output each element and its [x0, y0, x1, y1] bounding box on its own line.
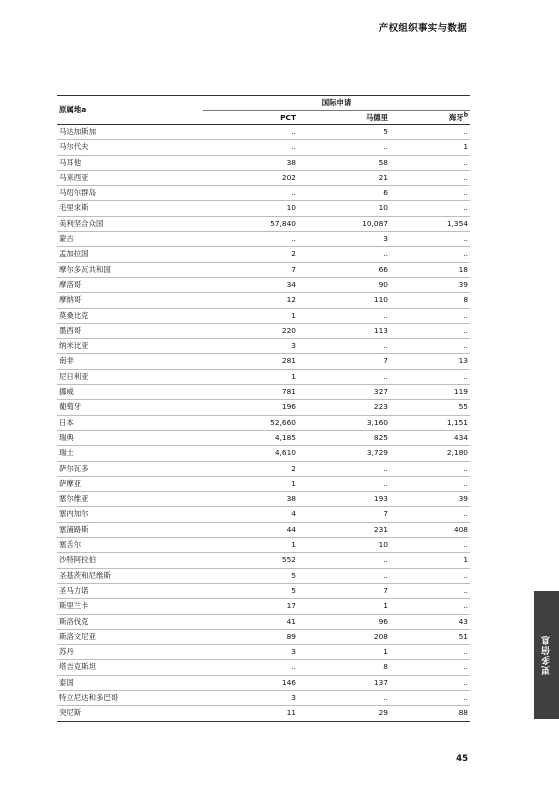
table-row — [57, 170, 470, 185]
hague-cell: 51 — [390, 629, 470, 644]
pct-cell: 3 — [203, 339, 298, 354]
hague-cell: .. — [390, 155, 470, 170]
pct-cell: 1 — [203, 308, 298, 323]
table-row — [57, 690, 470, 705]
table-row — [57, 507, 470, 522]
pct-cell: 146 — [203, 675, 298, 690]
international-applications-header: 国际申请 — [203, 96, 470, 111]
madrid-cell: 6 — [298, 186, 390, 201]
madrid-cell: 7 — [298, 583, 390, 598]
origin-cell: 塞尔维亚 — [57, 492, 203, 507]
madrid-cell: 29 — [298, 706, 390, 721]
hague-cell: .. — [390, 339, 470, 354]
hague-cell: .. — [390, 186, 470, 201]
hague-cell: 88 — [390, 706, 470, 721]
page-number: 45 — [456, 754, 468, 764]
pct-cell: 281 — [203, 354, 298, 369]
pct-cell: 57,840 — [203, 216, 298, 231]
pct-cell: .. — [203, 186, 298, 201]
origin-cell: 萨摩亚 — [57, 476, 203, 491]
origin-cell: 斯洛文尼亚 — [57, 629, 203, 644]
hague-cell: 1 — [390, 553, 470, 568]
madrid-cell: 5 — [298, 125, 390, 140]
hague-cell: .. — [390, 369, 470, 384]
madrid-cell: 10 — [298, 201, 390, 216]
pct-cell: 52,660 — [203, 415, 298, 430]
madrid-cell: .. — [298, 553, 390, 568]
applications-table — [57, 95, 470, 722]
pct-cell: 3 — [203, 645, 298, 660]
table-body — [57, 125, 470, 722]
origin-cell: 突尼斯 — [57, 706, 203, 721]
running-header-title: 产权组织事实与数据 — [378, 23, 467, 34]
table-row — [57, 385, 470, 400]
table-row — [57, 308, 470, 323]
hague-cell: .. — [390, 660, 470, 675]
pct-cell: 2 — [203, 247, 298, 262]
hague-cell: 1 — [390, 140, 470, 155]
madrid-cell: 7 — [298, 354, 390, 369]
origin-cell: 圣马力诺 — [57, 583, 203, 598]
origin-header-suffix: a — [81, 105, 87, 114]
madrid-cell: 58 — [298, 155, 390, 170]
madrid-cell: .. — [298, 690, 390, 705]
more-info-tab-label: 更多信息 — [542, 635, 552, 675]
origin-cell: 特立尼达和多巴哥 — [57, 690, 203, 705]
table-row — [57, 629, 470, 644]
hague-cell: 43 — [390, 614, 470, 629]
madrid-cell: 1 — [298, 645, 390, 660]
hague-cell: 39 — [390, 277, 470, 292]
table-header-group-row — [57, 96, 470, 111]
table-row — [57, 415, 470, 430]
origin-cell: 挪威 — [57, 385, 203, 400]
table-row — [57, 538, 470, 553]
origin-cell: 南非 — [57, 354, 203, 369]
pct-cell: 10 — [203, 201, 298, 216]
hague-header-suffix: b — [463, 111, 469, 119]
pct-cell: 38 — [203, 492, 298, 507]
hague-cell: .. — [390, 599, 470, 614]
pct-cell: 202 — [203, 170, 298, 185]
pct-cell: 5 — [203, 568, 298, 583]
origin-cell: 塞舌尔 — [57, 538, 203, 553]
table-row — [57, 247, 470, 262]
pct-cell: 1 — [203, 369, 298, 384]
table-row — [57, 232, 470, 247]
table-row — [57, 675, 470, 690]
origin-column-header — [57, 96, 203, 125]
origin-header-label: 原属地 — [59, 105, 82, 114]
madrid-cell: 1 — [298, 599, 390, 614]
madrid-cell: 7 — [298, 507, 390, 522]
origin-cell: 泰国 — [57, 675, 203, 690]
pct-cell: 12 — [203, 293, 298, 308]
table-row — [57, 323, 470, 338]
hague-cell: .. — [390, 201, 470, 216]
pct-cell: 5 — [203, 583, 298, 598]
hague-cell: .. — [390, 583, 470, 598]
table-row — [57, 354, 470, 369]
madrid-cell: 21 — [298, 170, 390, 185]
pct-cell: 4,185 — [203, 430, 298, 445]
origin-cell: 蒙古 — [57, 232, 203, 247]
pct-cell: .. — [203, 660, 298, 675]
hague-cell: .. — [390, 538, 470, 553]
madrid-cell: 96 — [298, 614, 390, 629]
origin-cell: 孟加拉国 — [57, 247, 203, 262]
hague-cell: .. — [390, 507, 470, 522]
hague-cell: .. — [390, 645, 470, 660]
madrid-cell: .. — [298, 369, 390, 384]
madrid-cell: .. — [298, 568, 390, 583]
hague-cell: .. — [390, 125, 470, 140]
column-header-pct: PCT — [203, 111, 298, 125]
pct-cell: 781 — [203, 385, 298, 400]
madrid-cell: .. — [298, 140, 390, 155]
table-row — [57, 706, 470, 721]
madrid-cell: 110 — [298, 293, 390, 308]
table-row — [57, 293, 470, 308]
origin-cell: 马绍尔群岛 — [57, 186, 203, 201]
hague-cell: .. — [390, 308, 470, 323]
madrid-cell: 90 — [298, 277, 390, 292]
pct-cell: 196 — [203, 400, 298, 415]
origin-cell: 摩尔多瓦共和国 — [57, 262, 203, 277]
origin-cell: 马耳他 — [57, 155, 203, 170]
hague-cell: 1,354 — [390, 216, 470, 231]
origin-cell: 马达加斯加 — [57, 125, 203, 140]
pct-cell: .. — [203, 232, 298, 247]
hague-cell: 119 — [390, 385, 470, 400]
table-row — [57, 461, 470, 476]
origin-cell: 摩纳哥 — [57, 293, 203, 308]
pct-cell: 4,610 — [203, 446, 298, 461]
table-row — [57, 400, 470, 415]
madrid-cell: 137 — [298, 675, 390, 690]
hague-cell: .. — [390, 675, 470, 690]
hague-cell: 2,180 — [390, 446, 470, 461]
pct-cell: 2 — [203, 461, 298, 476]
madrid-cell: 8 — [298, 660, 390, 675]
origin-cell: 瑞典 — [57, 430, 203, 445]
pct-cell: 11 — [203, 706, 298, 721]
origin-cell: 塔吉克斯坦 — [57, 660, 203, 675]
hague-cell: .. — [390, 476, 470, 491]
origin-cell: 萨尔瓦多 — [57, 461, 203, 476]
origin-cell: 尼日利亚 — [57, 369, 203, 384]
pct-cell: .. — [203, 140, 298, 155]
origin-cell: 沙特阿拉伯 — [57, 553, 203, 568]
pct-cell: 34 — [203, 277, 298, 292]
madrid-cell: .. — [298, 247, 390, 262]
pct-cell: 220 — [203, 323, 298, 338]
hague-cell: 8 — [390, 293, 470, 308]
hague-cell: 55 — [390, 400, 470, 415]
table-row — [57, 140, 470, 155]
origin-cell: 瑞士 — [57, 446, 203, 461]
origin-cell: 美利坚合众国 — [57, 216, 203, 231]
madrid-cell: 10,087 — [298, 216, 390, 231]
table-row — [57, 339, 470, 354]
table-row — [57, 522, 470, 537]
origin-cell: 苏丹 — [57, 645, 203, 660]
madrid-cell: 10 — [298, 538, 390, 553]
madrid-cell: 3,160 — [298, 415, 390, 430]
origin-cell: 毛里求斯 — [57, 201, 203, 216]
table-row — [57, 216, 470, 231]
madrid-cell: 113 — [298, 323, 390, 338]
madrid-cell: 223 — [298, 400, 390, 415]
table-row — [57, 277, 470, 292]
origin-cell: 日本 — [57, 415, 203, 430]
hague-cell: .. — [390, 323, 470, 338]
origin-cell: 马尔代夫 — [57, 140, 203, 155]
madrid-cell: .. — [298, 339, 390, 354]
hague-cell: .. — [390, 232, 470, 247]
pct-cell: 552 — [203, 553, 298, 568]
madrid-cell: 3 — [298, 232, 390, 247]
hague-cell: 39 — [390, 492, 470, 507]
madrid-cell: .. — [298, 308, 390, 323]
hague-header-label: 海牙 — [448, 113, 464, 122]
hague-cell: 13 — [390, 354, 470, 369]
table-row — [57, 599, 470, 614]
pct-cell: .. — [203, 125, 298, 140]
table-row — [57, 430, 470, 445]
madrid-cell: 208 — [298, 629, 390, 644]
table-row — [57, 125, 470, 140]
table-row — [57, 446, 470, 461]
hague-cell: 434 — [390, 430, 470, 445]
table-row — [57, 369, 470, 384]
pct-cell: 38 — [203, 155, 298, 170]
hague-cell: .. — [390, 568, 470, 583]
pct-cell: 17 — [203, 599, 298, 614]
madrid-cell: .. — [298, 461, 390, 476]
madrid-cell: 327 — [298, 385, 390, 400]
pct-cell: 44 — [203, 522, 298, 537]
madrid-cell: 825 — [298, 430, 390, 445]
origin-cell: 圣基茨和尼维斯 — [57, 568, 203, 583]
table-row — [57, 614, 470, 629]
table-row — [57, 201, 470, 216]
madrid-cell: 66 — [298, 262, 390, 277]
origin-cell: 斯里兰卡 — [57, 599, 203, 614]
more-info-side-tab[interactable] — [534, 591, 559, 719]
column-header-hague — [390, 111, 470, 125]
pct-cell: 4 — [203, 507, 298, 522]
table-row — [57, 492, 470, 507]
table-row — [57, 553, 470, 568]
origin-cell: 塞内加尔 — [57, 507, 203, 522]
table-row — [57, 262, 470, 277]
table-row — [57, 186, 470, 201]
column-header-madrid: 马德里 — [298, 111, 390, 125]
hague-cell: 1,151 — [390, 415, 470, 430]
table-row — [57, 660, 470, 675]
hague-cell: .. — [390, 461, 470, 476]
pct-cell: 1 — [203, 538, 298, 553]
madrid-cell: .. — [298, 476, 390, 491]
pct-cell: 89 — [203, 629, 298, 644]
hague-cell: .. — [390, 170, 470, 185]
hague-cell: 18 — [390, 262, 470, 277]
origin-cell: 摩洛哥 — [57, 277, 203, 292]
pct-cell: 41 — [203, 614, 298, 629]
table-row — [57, 155, 470, 170]
origin-cell: 墨西哥 — [57, 323, 203, 338]
hague-cell: 408 — [390, 522, 470, 537]
madrid-cell: 3,729 — [298, 446, 390, 461]
origin-cell: 莫桑比克 — [57, 308, 203, 323]
table-row — [57, 645, 470, 660]
madrid-cell: 231 — [298, 522, 390, 537]
table-row — [57, 476, 470, 491]
table-row — [57, 568, 470, 583]
origin-cell: 塞浦路斯 — [57, 522, 203, 537]
hague-cell: .. — [390, 690, 470, 705]
origin-cell: 葡萄牙 — [57, 400, 203, 415]
origin-cell: 纳米比亚 — [57, 339, 203, 354]
pct-cell: 1 — [203, 476, 298, 491]
pct-cell: 3 — [203, 690, 298, 705]
origin-cell: 马来西亚 — [57, 170, 203, 185]
table-row — [57, 583, 470, 598]
origin-cell: 斯洛伐克 — [57, 614, 203, 629]
hague-cell: .. — [390, 247, 470, 262]
madrid-cell: 193 — [298, 492, 390, 507]
pct-cell: 7 — [203, 262, 298, 277]
